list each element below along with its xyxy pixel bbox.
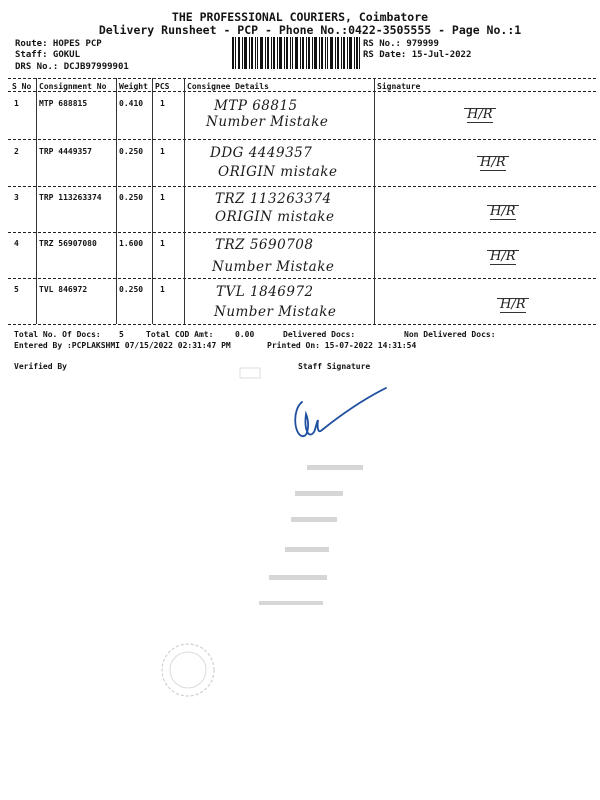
handwritten-note: MTP 68815: [214, 98, 298, 114]
signature-mark: H/R: [467, 107, 493, 122]
handwritten-note: TRZ 5690708: [215, 237, 314, 253]
table-bottom-rule: [8, 324, 596, 325]
pcs-value: 1: [160, 285, 165, 294]
rs-number: RS No.: 979999: [363, 39, 439, 49]
signature-mark: H/R: [480, 155, 506, 170]
non-delivered-label: Non Delivered Docs:: [404, 330, 496, 339]
handwritten-note: Number Mistake: [212, 259, 335, 275]
column-divider: [184, 78, 185, 324]
weight-value: 0.410: [119, 99, 144, 108]
pcs-value: 1: [160, 99, 165, 108]
handwritten-note: ORIGIN mistake: [218, 164, 338, 180]
weight-value: 0.250: [119, 285, 144, 294]
row-divider: [8, 278, 596, 279]
row-serial: 3: [14, 193, 19, 202]
signature-mark: H/R: [500, 297, 526, 312]
weight-value: 1.600: [119, 239, 144, 248]
column-divider: [36, 78, 37, 324]
handwritten-note: TVL 1846972: [216, 284, 314, 300]
row-divider: [8, 232, 596, 233]
weight-value: 0.250: [119, 193, 144, 202]
row-serial: 4: [14, 239, 19, 248]
row-divider: [8, 186, 596, 187]
cod-label: Total COD Amt:: [146, 330, 214, 339]
total-docs-label: Total No. Of Docs:: [14, 330, 101, 339]
table-header-rule: [8, 91, 596, 92]
row-divider: [8, 139, 596, 140]
staff-label: Staff: GOKUL: [15, 50, 81, 60]
faded-stamp-image: [238, 362, 264, 384]
barcode-image: [232, 37, 360, 69]
handwritten-note: TRZ 113263374: [215, 191, 332, 207]
runsheet-subtitle: Delivery Runsheet - PCP - Phone No.:0422-3505555 - Page No.:1: [98, 23, 522, 37]
column-header: Signature: [377, 82, 421, 91]
pcs-value: 1: [160, 193, 165, 202]
column-header: Consignment No: [39, 82, 107, 91]
staff-signature-image: [288, 384, 398, 446]
pcs-value: 1: [160, 239, 165, 248]
drs-number: DRS No.: DCJB97999901: [15, 62, 129, 72]
consignment-number: MTP 688815: [39, 99, 88, 108]
pcs-value: 1: [160, 147, 165, 156]
route-label: Route: HOPES PCP: [15, 39, 102, 49]
consignment-number: TRP 4449357: [39, 147, 92, 156]
company-title: THE PROFESSIONAL COURIERS, Coimbatore: [171, 10, 429, 24]
delivered-label: Delivered Docs:: [283, 330, 356, 339]
staff-signature-label: Staff Signature: [298, 362, 371, 371]
total-docs-value: 5: [119, 330, 124, 339]
table-top-rule: [8, 78, 596, 79]
weight-value: 0.250: [119, 147, 144, 156]
consignment-number: TRP 113263374: [39, 193, 102, 202]
signature-mark: H/R: [490, 204, 516, 219]
faded-stamp-image: [255, 455, 385, 615]
printed-on: Printed On: 15-07-2022 14:31:54: [267, 341, 417, 350]
consignment-number: TRZ 56907080: [39, 239, 97, 248]
cod-value: 0.00: [235, 330, 255, 339]
row-serial: 2: [14, 147, 19, 156]
column-header: PCS: [155, 82, 170, 91]
rs-date: RS Date: 15-Jul-2022: [363, 50, 472, 60]
handwritten-note: ORIGIN mistake: [215, 209, 335, 225]
handwritten-note: Number Mistake: [214, 304, 337, 320]
handwritten-note: Number Mistake: [206, 114, 329, 130]
column-header: Consignee Details: [187, 82, 269, 91]
row-serial: 5: [14, 285, 19, 294]
faded-stamp-image: [158, 640, 218, 700]
column-divider: [152, 78, 153, 324]
consignment-number: TVL 846972: [39, 285, 88, 294]
column-divider: [374, 78, 375, 324]
column-divider: [116, 78, 117, 324]
column-header: Weight: [119, 82, 148, 91]
row-serial: 1: [14, 99, 19, 108]
handwritten-note: DDG 4449357: [210, 145, 313, 161]
entered-by: Entered By :PCPLAKSHMI 07/15/2022 02:31:47 PM: [14, 341, 231, 350]
signature-mark: H/R: [490, 249, 516, 264]
column-header: S No: [12, 82, 32, 91]
verified-by-label: Verified By: [14, 362, 67, 371]
